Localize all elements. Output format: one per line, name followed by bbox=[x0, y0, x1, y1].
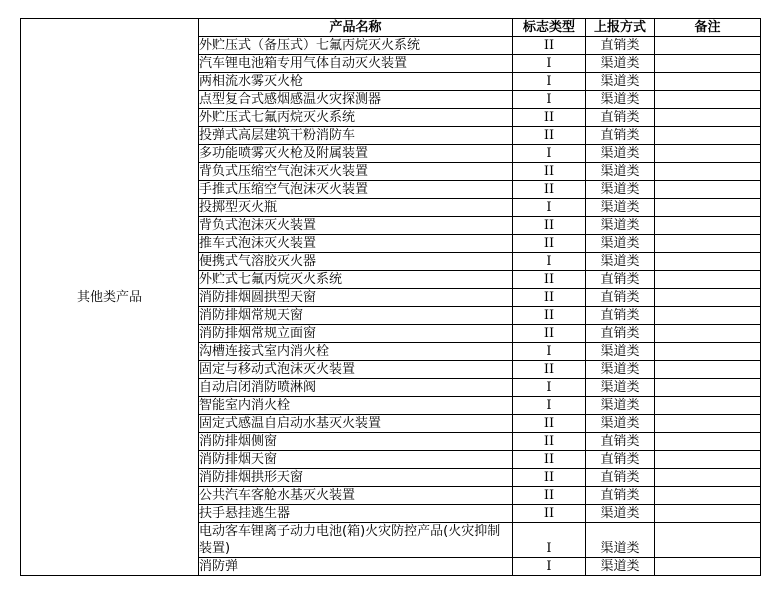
header-name[interactable]: 产品名称 bbox=[199, 19, 513, 37]
mark-type-cell[interactable]: II bbox=[513, 433, 586, 451]
mark-type-cell[interactable]: II bbox=[513, 217, 586, 235]
product-name-cell[interactable]: 自动启闭消防喷淋阀 bbox=[199, 379, 513, 397]
report-method-cell[interactable]: 直销类 bbox=[586, 109, 655, 127]
report-method-cell[interactable]: 直销类 bbox=[586, 325, 655, 343]
note-cell[interactable] bbox=[655, 73, 761, 91]
product-name-cell[interactable]: 固定式感温自启动水基灭火装置 bbox=[199, 415, 513, 433]
category-label: 其他类产品 bbox=[76, 289, 142, 305]
report-method-cell[interactable]: 渠道类 bbox=[586, 397, 655, 415]
note-cell[interactable] bbox=[655, 109, 761, 127]
mark-type-cell[interactable]: II bbox=[513, 163, 586, 181]
note-cell[interactable] bbox=[655, 199, 761, 217]
product-name-cell[interactable]: 外贮压式（备压式）七氟丙烷灭火系统 bbox=[199, 37, 513, 55]
report-method-cell[interactable]: 渠道类 bbox=[586, 181, 655, 199]
report-method-cell[interactable]: 渠道类 bbox=[586, 253, 655, 271]
note-cell[interactable] bbox=[655, 127, 761, 145]
report-method-cell[interactable]: 直销类 bbox=[586, 451, 655, 469]
report-method-cell[interactable]: 直销类 bbox=[586, 469, 655, 487]
product-name-cell[interactable]: 消防排烟天窗 bbox=[199, 451, 513, 469]
report-method-cell[interactable]: 渠道类 bbox=[586, 415, 655, 433]
note-cell[interactable] bbox=[655, 289, 761, 307]
product-name-cell[interactable]: 背负式压缩空气泡沫灭火装置 bbox=[199, 163, 513, 181]
mark-type-cell[interactable]: II bbox=[513, 109, 586, 127]
product-name-cell[interactable]: 消防弹 bbox=[199, 558, 513, 576]
report-method-cell[interactable]: 渠道类 bbox=[586, 235, 655, 253]
mark-type-cell[interactable]: I bbox=[513, 91, 586, 109]
mark-type-cell[interactable]: II bbox=[513, 361, 586, 379]
note-cell[interactable] bbox=[655, 343, 761, 361]
mark-type-cell[interactable]: I bbox=[513, 558, 586, 576]
report-method-cell[interactable]: 直销类 bbox=[586, 37, 655, 55]
product-name-cell[interactable]: 消防排烟常规立面窗 bbox=[199, 325, 513, 343]
mark-type-cell[interactable]: II bbox=[513, 235, 586, 253]
mark-type-cell[interactable]: II bbox=[513, 127, 586, 145]
header-report[interactable]: 上报方式 bbox=[586, 19, 655, 37]
note-cell[interactable] bbox=[655, 397, 761, 415]
note-cell[interactable] bbox=[655, 55, 761, 73]
note-cell[interactable] bbox=[655, 451, 761, 469]
mark-type-cell[interactable]: I bbox=[513, 253, 586, 271]
report-method-cell[interactable]: 渠道类 bbox=[586, 343, 655, 361]
product-name-cell[interactable]: 消防排烟常规天窗 bbox=[199, 307, 513, 325]
product-name-cell[interactable]: 汽车锂电池箱专用气体自动灭火装置 bbox=[199, 55, 513, 73]
report-method-cell[interactable]: 渠道类 bbox=[586, 73, 655, 91]
report-method-cell[interactable]: 直销类 bbox=[586, 433, 655, 451]
report-method-cell[interactable]: 直销类 bbox=[586, 487, 655, 505]
mark-type-cell[interactable]: I bbox=[513, 55, 586, 73]
product-name-cell[interactable]: 推车式泡沫灭火装置 bbox=[199, 235, 513, 253]
product-name-cell[interactable]: 两相流水雾灭火枪 bbox=[199, 73, 513, 91]
report-method-cell[interactable]: 直销类 bbox=[586, 271, 655, 289]
report-method-cell[interactable]: 渠道类 bbox=[586, 199, 655, 217]
product-table bbox=[20, 18, 761, 576]
mark-type-cell[interactable]: II bbox=[513, 37, 586, 55]
report-method-cell[interactable]: 渠道类 bbox=[586, 361, 655, 379]
product-name-cell[interactable]: 背负式泡沫灭火装置 bbox=[199, 217, 513, 235]
report-method-cell[interactable]: 渠道类 bbox=[586, 217, 655, 235]
note-cell[interactable] bbox=[655, 487, 761, 505]
note-cell[interactable] bbox=[655, 361, 761, 379]
product-name-cell[interactable]: 投弹式高层建筑干粉消防车 bbox=[199, 127, 513, 145]
note-cell[interactable] bbox=[655, 415, 761, 433]
mark-type-cell[interactable]: II bbox=[513, 271, 586, 289]
mark-type-cell[interactable]: I bbox=[513, 145, 586, 163]
product-name-cell[interactable]: 点型复合式感烟感温火灾探测器 bbox=[199, 91, 513, 109]
report-method-cell[interactable]: 直销类 bbox=[586, 307, 655, 325]
product-name-cell[interactable]: 扶手悬挂逃生器 bbox=[199, 505, 513, 523]
note-cell[interactable] bbox=[655, 253, 761, 271]
product-name-cell[interactable]: 电动客车锂离子动力电池(箱)火灾防控产品(火灾抑制装置) bbox=[199, 523, 513, 558]
product-name-cell[interactable]: 固定与移动式泡沫灭火装置 bbox=[199, 361, 513, 379]
note-cell[interactable] bbox=[655, 307, 761, 325]
note-cell[interactable] bbox=[655, 523, 761, 558]
product-name-cell[interactable]: 多功能喷雾灭火枪及附属装置 bbox=[199, 145, 513, 163]
report-method-cell[interactable]: 渠道类 bbox=[586, 91, 655, 109]
note-cell[interactable] bbox=[655, 91, 761, 109]
note-cell[interactable] bbox=[655, 37, 761, 55]
report-method-cell[interactable]: 直销类 bbox=[586, 289, 655, 307]
mark-type-cell[interactable]: II bbox=[513, 505, 586, 523]
product-name-cell[interactable]: 投掷型灭火瓶 bbox=[199, 199, 513, 217]
note-cell[interactable] bbox=[655, 271, 761, 289]
report-method-cell[interactable]: 渠道类 bbox=[586, 145, 655, 163]
product-name-cell[interactable]: 外贮压式七氟丙烷灭火系统 bbox=[199, 109, 513, 127]
product-name-cell[interactable]: 消防排烟拱形天窗 bbox=[199, 469, 513, 487]
mark-type-cell[interactable]: I bbox=[513, 523, 586, 558]
mark-type-cell[interactable]: II bbox=[513, 307, 586, 325]
note-cell[interactable] bbox=[655, 325, 761, 343]
product-name-cell[interactable]: 智能室内消火栓 bbox=[199, 397, 513, 415]
product-name-cell[interactable]: 消防排烟圆拱型天窗 bbox=[199, 289, 513, 307]
product-name-cell[interactable]: 公共汽车客舱水基灭火装置 bbox=[199, 487, 513, 505]
product-name-cell[interactable]: 消防排烟侧窗 bbox=[199, 433, 513, 451]
mark-type-cell[interactable]: II bbox=[513, 289, 586, 307]
mark-type-cell[interactable]: II bbox=[513, 415, 586, 433]
mark-type-cell[interactable]: II bbox=[513, 325, 586, 343]
note-cell[interactable] bbox=[655, 469, 761, 487]
report-method-cell[interactable]: 渠道类 bbox=[586, 163, 655, 181]
mark-type-cell[interactable]: I bbox=[513, 199, 586, 217]
note-cell[interactable] bbox=[655, 558, 761, 576]
report-method-cell[interactable]: 渠道类 bbox=[586, 379, 655, 397]
report-method-cell[interactable]: 渠道类 bbox=[586, 55, 655, 73]
note-cell[interactable] bbox=[655, 379, 761, 397]
mark-type-cell[interactable]: I bbox=[513, 73, 586, 91]
header-row bbox=[21, 19, 761, 37]
category-cell[interactable] bbox=[21, 19, 199, 576]
mark-type-cell[interactable]: I bbox=[513, 379, 586, 397]
note-cell[interactable] bbox=[655, 505, 761, 523]
report-method-cell[interactable]: 渠道类 bbox=[586, 505, 655, 523]
report-method-cell[interactable]: 渠道类 bbox=[586, 523, 655, 558]
note-cell[interactable] bbox=[655, 433, 761, 451]
header-mark[interactable]: 标志类型 bbox=[513, 19, 586, 37]
mark-type-cell[interactable]: II bbox=[513, 451, 586, 469]
note-cell[interactable] bbox=[655, 181, 761, 199]
spreadsheet bbox=[20, 18, 761, 576]
product-name-cell[interactable]: 便携式气溶胶灭火器 bbox=[199, 253, 513, 271]
note-cell[interactable] bbox=[655, 163, 761, 181]
note-cell[interactable] bbox=[655, 235, 761, 253]
product-name-cell[interactable]: 外贮式七氟丙烷灭火系统 bbox=[199, 271, 513, 289]
product-name-cell[interactable]: 沟槽连接式室内消火栓 bbox=[199, 343, 513, 361]
mark-type-cell[interactable]: II bbox=[513, 469, 586, 487]
product-name-cell[interactable]: 手推式压缩空气泡沫灭火装置 bbox=[199, 181, 513, 199]
note-cell[interactable] bbox=[655, 217, 761, 235]
note-cell[interactable] bbox=[655, 145, 761, 163]
header-note[interactable]: 备注 bbox=[655, 19, 761, 37]
mark-type-cell[interactable]: I bbox=[513, 397, 586, 415]
report-method-cell[interactable]: 直销类 bbox=[586, 127, 655, 145]
report-method-cell[interactable]: 渠道类 bbox=[586, 558, 655, 576]
mark-type-cell[interactable]: II bbox=[513, 181, 586, 199]
mark-type-cell[interactable]: II bbox=[513, 487, 586, 505]
mark-type-cell[interactable]: I bbox=[513, 343, 586, 361]
